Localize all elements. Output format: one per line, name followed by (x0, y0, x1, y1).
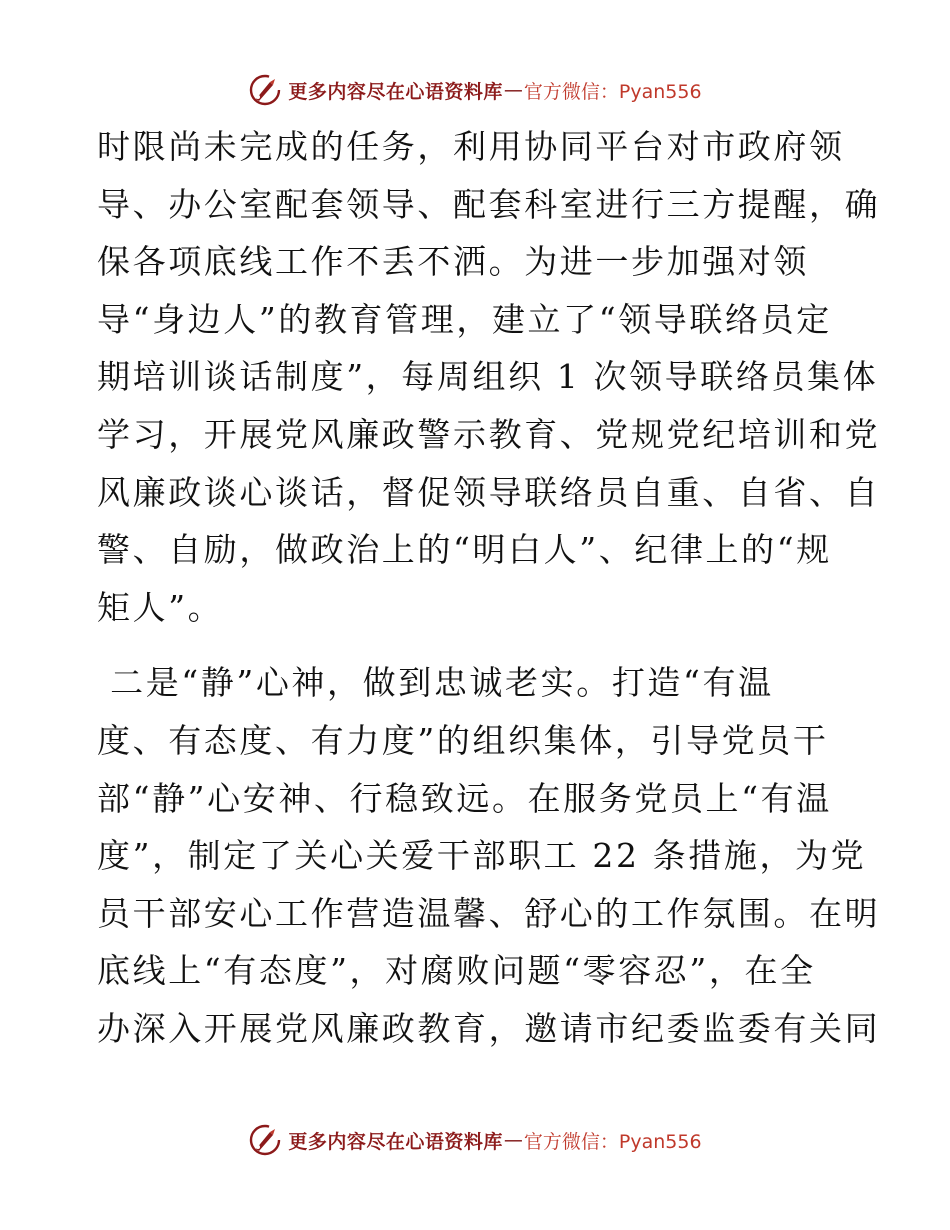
text-line: 风廉政谈心谈话，督促领导联络员自重、自省、自 (97, 472, 881, 512)
text-line: 时限尚未完成的任务，利用协同平台对市政府领 (97, 127, 845, 166)
header-separator: — (503, 79, 523, 101)
text-line: 导、办公室配套领导、配套科室进行三方提醒，确 (97, 184, 881, 224)
footer-contact-text: 官方微信：Pyan556 (523, 1130, 702, 1153)
paragraph-1 (97, 118, 881, 636)
quill-logo-icon (248, 73, 282, 107)
text-line: 员干部安心工作营造温馨、舒心的工作氛围。在明 (97, 893, 881, 933)
document-body (97, 118, 881, 1058)
footer-brand-text: 更多内容尽在心语资料库 (288, 1130, 503, 1153)
header-contact-text: 官方微信：Pyan556 (523, 80, 702, 103)
footer-banner (0, 1120, 950, 1160)
text-line: 学习，开展党风廉政警示教育、党规党纪培训和党 (97, 414, 881, 454)
text-line: 度、有态度、有力度”的组织集体，引导党员干 (97, 720, 829, 760)
text-line: 二是“静”心神，做到忠诚老实。打造“有温 (97, 663, 774, 703)
header-brand-text: 更多内容尽在心语资料库 (288, 80, 503, 103)
text-line: 导“身边人”的教育管理，建立了“领导联络员定 (97, 299, 832, 339)
paragraph-2 (97, 654, 881, 1057)
header-banner (0, 70, 950, 110)
quill-logo-icon (248, 1123, 282, 1157)
text-line: 底线上“有态度”，对腐败问题“零容忍”，在全 (97, 951, 816, 991)
text-line: 警、自励，做政治上的“明白人”、纪律上的“规 (97, 530, 832, 570)
text-line: 部“静”心安神、行稳致远。在服务党员上“有温 (97, 778, 832, 818)
text-line: 矩人”。 (97, 587, 224, 627)
text-line: 期培训谈话制度”，每周组织 1 次领导联络员集体 (97, 357, 879, 397)
footer-separator: — (503, 1129, 523, 1151)
text-line: 保各项底线工作不丢不洒。为进一步加强对领 (97, 242, 809, 282)
text-line: 度”，制定了关心关爱干部职工 22 条措施，为党 (97, 836, 867, 876)
paragraph-gap (97, 636, 857, 654)
text-line: 办深入开展党风廉政教育，邀请市纪委监委有关同 (97, 1008, 881, 1048)
